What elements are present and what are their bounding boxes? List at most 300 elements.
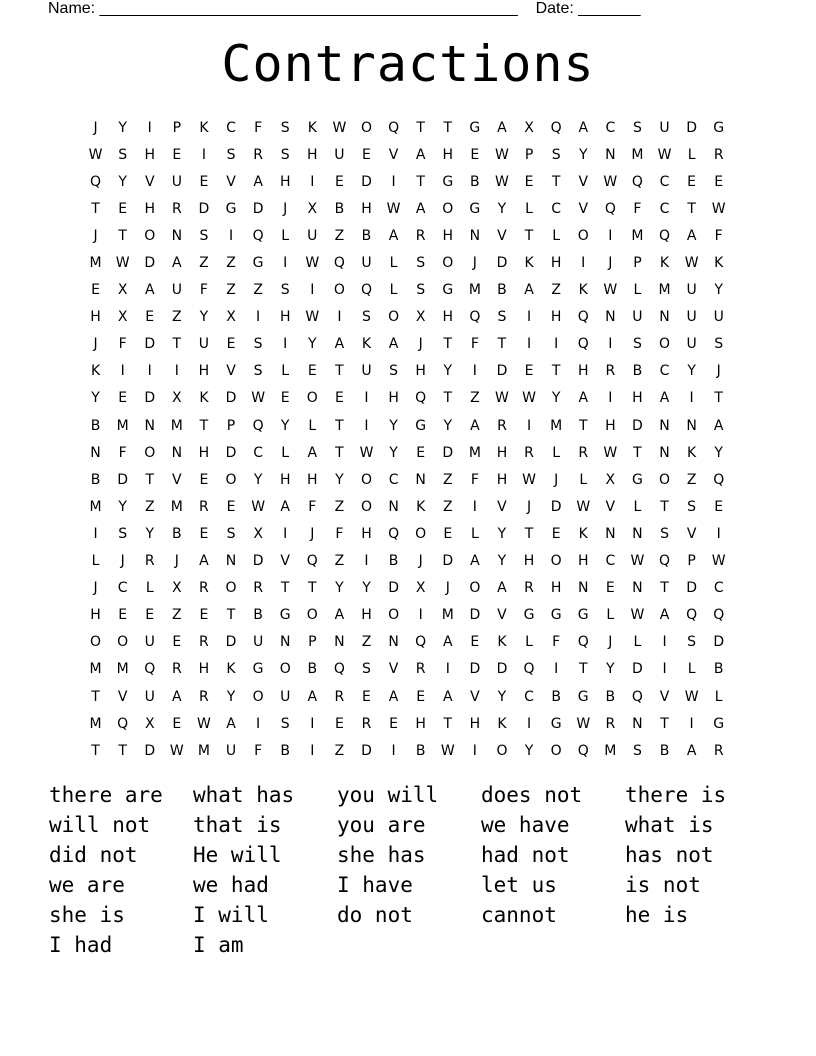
grid-letter: K xyxy=(199,119,209,136)
grid-letter: Y xyxy=(497,688,507,705)
grid-letter: T xyxy=(660,715,669,732)
grid-letter: W xyxy=(684,255,699,272)
grid-letter: H xyxy=(198,661,210,678)
grid-letter: Z xyxy=(334,742,345,759)
grid-letter: K xyxy=(416,498,426,515)
grid-letter: I xyxy=(364,553,369,570)
grid-letter: N xyxy=(225,553,237,570)
grid-letter: I xyxy=(147,119,152,136)
grid-letter: I xyxy=(364,417,369,434)
grid-letter: Z xyxy=(551,282,561,299)
grid-letter: B xyxy=(388,553,399,570)
grid-letter: E xyxy=(334,715,344,732)
grid-letter: B xyxy=(334,200,345,217)
grid-letter: F xyxy=(199,282,208,299)
grid-letter: Q xyxy=(686,607,698,624)
grid-letter: C xyxy=(226,119,236,136)
grid-letter: W xyxy=(440,742,455,759)
grid-letter: T xyxy=(91,742,100,759)
grid-letter: I xyxy=(418,607,423,624)
grid-letter: L xyxy=(579,471,588,488)
grid-letter: Y xyxy=(91,390,100,407)
grid-letter: E xyxy=(362,688,371,705)
word-list-item: you are xyxy=(337,813,426,837)
grid-letter: M xyxy=(89,498,102,515)
grid-letter: T xyxy=(633,444,642,461)
grid-letter: E xyxy=(605,580,615,597)
grid-letter: D xyxy=(225,444,237,461)
grid-letter: Y xyxy=(497,200,507,217)
grid-letter: I xyxy=(472,498,477,515)
grid-letter: R xyxy=(199,634,209,651)
grid-letter: G xyxy=(550,715,562,732)
grid-letter: T xyxy=(578,661,588,678)
grid-letter: H xyxy=(605,417,616,434)
word-list-item: she is xyxy=(49,903,125,927)
grid-letter: B xyxy=(90,417,101,434)
grid-letter: S xyxy=(253,363,263,380)
grid-letter: Y xyxy=(199,309,209,326)
grid-letter: W xyxy=(305,309,320,326)
grid-letter: S xyxy=(416,255,426,272)
grid-letter: H xyxy=(388,390,399,407)
grid-letter: W xyxy=(115,255,130,272)
grid-letter: W xyxy=(495,173,509,190)
grid-letter: R xyxy=(144,553,155,570)
grid-letter: I xyxy=(445,661,450,678)
grid-letter: J xyxy=(608,255,613,272)
grid-letter: Y xyxy=(524,742,534,759)
grid-letter: I xyxy=(526,336,532,353)
grid-letter: L xyxy=(552,227,561,244)
grid-letter: K xyxy=(524,255,534,272)
grid-letter: M xyxy=(550,417,563,434)
grid-letter: X xyxy=(172,390,182,407)
grid-letter: O xyxy=(659,336,671,353)
grid-letter: W xyxy=(495,390,509,407)
grid-letter: T xyxy=(687,200,696,217)
word-list-item: has not xyxy=(625,843,714,867)
grid-letter: U xyxy=(686,336,697,353)
grid-letter: N xyxy=(659,309,670,326)
grid-letter: T xyxy=(443,119,453,136)
grid-letter: N xyxy=(659,444,670,461)
grid-letter: D xyxy=(144,390,156,407)
grid-letter: O xyxy=(306,390,318,407)
grid-letter: Z xyxy=(172,309,182,326)
grid-letter: I xyxy=(228,227,234,244)
grid-letter: R xyxy=(361,715,372,732)
grid-letter: Z xyxy=(442,471,453,488)
grid-letter: I xyxy=(337,309,342,326)
grid-letter: G xyxy=(577,688,589,705)
grid-letter: L xyxy=(552,444,561,461)
grid-letter: I xyxy=(472,363,477,380)
grid-letter: H xyxy=(442,309,454,326)
word-list-item: had not xyxy=(481,843,570,867)
grid-letter: L xyxy=(633,634,642,651)
grid-letter: D xyxy=(496,363,508,380)
grid-letter: W xyxy=(603,282,618,299)
grid-letter: Z xyxy=(226,282,236,299)
grid-letter: O xyxy=(469,580,481,597)
word-list-item: let us xyxy=(481,873,557,897)
grid-letter: V xyxy=(226,363,236,380)
grid-letter: T xyxy=(199,417,209,434)
grid-letter: O xyxy=(388,607,400,624)
grid-letter: W xyxy=(630,607,645,624)
grid-letter: I xyxy=(554,661,559,678)
grid-letter: E xyxy=(199,607,209,624)
grid-letter: W xyxy=(576,715,591,732)
grid-letter: O xyxy=(225,580,237,597)
grid-letter: I xyxy=(608,227,613,244)
grid-letter: I xyxy=(716,525,721,542)
grid-letter: N xyxy=(90,444,101,461)
grid-letter: Y xyxy=(118,173,127,190)
grid-letter: W xyxy=(603,173,618,190)
grid-letter: H xyxy=(442,146,454,163)
grid-letter: U xyxy=(632,309,643,326)
grid-letter: G xyxy=(279,607,291,624)
grid-letter: B xyxy=(632,363,643,380)
grid-letter: H xyxy=(198,444,210,461)
grid-letter: Q xyxy=(415,390,427,407)
grid-letter: A xyxy=(280,498,290,515)
grid-letter: J xyxy=(418,553,423,570)
grid-letter: Q xyxy=(631,173,643,190)
grid-letter: S xyxy=(714,336,724,353)
grid-letter: B xyxy=(361,227,372,244)
grid-letter: J xyxy=(283,200,288,217)
grid-letter: A xyxy=(334,607,345,624)
grid-letter: M xyxy=(116,417,129,434)
grid-letter: R xyxy=(713,742,724,759)
grid-letter: X xyxy=(307,200,318,217)
grid-letter: U xyxy=(225,742,237,759)
grid-letter: D xyxy=(252,200,264,217)
grid-letter: Y xyxy=(118,119,127,136)
grid-letter: S xyxy=(118,525,128,542)
grid-letter: N xyxy=(686,417,697,434)
grid-letter: T xyxy=(416,119,425,136)
grid-letter: T xyxy=(497,336,507,353)
grid-letter: G xyxy=(577,607,589,624)
grid-letter: Q xyxy=(659,553,671,570)
grid-letter: L xyxy=(389,255,398,272)
word-list-item: do not xyxy=(337,903,413,927)
grid-letter: H xyxy=(550,580,562,597)
grid-letter: A xyxy=(686,742,697,759)
grid-letter: B xyxy=(172,525,182,542)
grid-letter: J xyxy=(93,119,98,136)
grid-letter: Y xyxy=(497,553,507,570)
grid-letter: M xyxy=(468,282,481,299)
grid-letter: E xyxy=(145,309,155,326)
grid-letter: Y xyxy=(280,417,290,434)
grid-letter: W xyxy=(251,498,266,515)
grid-letter: U xyxy=(659,119,670,136)
grid-letter: E xyxy=(199,471,209,488)
grid-letter: I xyxy=(147,363,152,380)
grid-letter: T xyxy=(226,607,236,624)
grid-letter: A xyxy=(659,607,670,624)
word-list-item: you will xyxy=(337,783,439,807)
grid-letter: J xyxy=(310,525,315,542)
grid-letter: R xyxy=(605,715,616,732)
grid-letter: F xyxy=(335,525,344,542)
grid-letter: O xyxy=(117,634,129,651)
grid-letter: H xyxy=(550,309,562,326)
grid-letter: I xyxy=(689,390,694,407)
grid-letter: L xyxy=(281,363,290,380)
grid-letter: H xyxy=(361,607,372,624)
grid-letter: T xyxy=(551,363,561,380)
grid-letter: T xyxy=(660,498,669,515)
grid-letter: T xyxy=(416,173,425,190)
grid-letter: U xyxy=(361,363,372,380)
grid-letter: M xyxy=(89,715,102,732)
grid-letter: E xyxy=(687,173,697,190)
grid-letter: U xyxy=(334,146,345,163)
grid-letter: D xyxy=(713,634,725,651)
grid-letter: Y xyxy=(714,444,723,461)
grid-letter: Y xyxy=(335,580,344,597)
grid-letter: Y xyxy=(145,525,155,542)
grid-letter: Y xyxy=(578,146,588,163)
grid-letter: Q xyxy=(415,634,427,651)
grid-letter: G xyxy=(469,119,481,136)
grid-letter: Y xyxy=(362,580,371,597)
grid-letter: E xyxy=(470,634,480,651)
grid-letter: A xyxy=(172,688,182,705)
grid-letter: X xyxy=(524,119,534,136)
grid-letter: Y xyxy=(551,390,561,407)
grid-letter: M xyxy=(116,661,129,678)
grid-letter: R xyxy=(415,661,426,678)
grid-letter: O xyxy=(415,525,427,542)
grid-letter: Z xyxy=(172,607,182,624)
grid-letter: G xyxy=(713,715,725,732)
grid-letter: Y xyxy=(118,498,127,515)
grid-letter: N xyxy=(144,417,155,434)
grid-letter: H xyxy=(496,471,508,488)
grid-letter: T xyxy=(118,742,127,759)
word-list-item: what has xyxy=(193,783,295,807)
grid-letter: H xyxy=(144,200,155,217)
grid-letter: X xyxy=(415,309,426,326)
grid-letter: E xyxy=(714,498,724,515)
grid-letter: V xyxy=(144,173,155,190)
grid-letter: I xyxy=(608,390,613,407)
grid-letter: N xyxy=(469,227,481,244)
grid-letter: G xyxy=(252,661,264,678)
grid-letter: A xyxy=(334,336,345,353)
grid-letter: Y xyxy=(687,363,696,380)
word-list-item: does not xyxy=(481,783,583,807)
grid-letter: M xyxy=(89,255,102,272)
grid-letter: Y xyxy=(335,471,344,488)
grid-letter: E xyxy=(172,715,182,732)
grid-letter: O xyxy=(496,742,508,759)
grid-letter: D xyxy=(198,200,210,217)
grid-letter: I xyxy=(581,255,586,272)
grid-letter: A xyxy=(442,688,453,705)
grid-letter: Y xyxy=(389,417,398,434)
grid-letter: D xyxy=(442,553,454,570)
grid-letter: M xyxy=(658,282,671,299)
grid-letter: F xyxy=(470,336,479,353)
grid-letter: R xyxy=(524,444,534,461)
grid-letter: I xyxy=(256,715,261,732)
grid-letter: W xyxy=(169,742,184,759)
grid-letter: J xyxy=(174,553,179,570)
grid-letter: A xyxy=(307,688,318,705)
grid-letter: C xyxy=(388,471,399,488)
word-list-item: is not xyxy=(625,873,701,897)
grid-letter: W xyxy=(359,444,374,461)
grid-letter: K xyxy=(361,336,372,353)
grid-letter: V xyxy=(280,553,290,570)
grid-letter: Z xyxy=(442,498,453,515)
grid-letter: Q xyxy=(252,417,264,434)
grid-letter: R xyxy=(199,580,209,597)
grid-letter: G xyxy=(469,200,481,217)
grid-letter: B xyxy=(470,173,480,190)
grid-letter: B xyxy=(307,661,318,678)
grid-letter: I xyxy=(662,634,667,651)
grid-letter: Y xyxy=(308,336,317,353)
grid-letter: I xyxy=(662,661,667,678)
grid-letter: F xyxy=(254,742,263,759)
grid-letter: A xyxy=(144,282,155,299)
grid-letter: E xyxy=(199,525,209,542)
grid-letter: W xyxy=(386,200,401,217)
grid-letter: Q xyxy=(577,634,589,651)
grid-letter: M xyxy=(468,444,481,461)
grid-letter: D xyxy=(686,580,697,597)
word-list-item: will not xyxy=(49,813,151,837)
grid-letter: W xyxy=(495,146,509,163)
grid-letter: L xyxy=(281,227,290,244)
grid-letter: I xyxy=(689,715,694,732)
grid-letter: E xyxy=(118,390,128,407)
grid-letter: O xyxy=(360,498,372,515)
grid-letter: Q xyxy=(577,309,589,326)
grid-letter: U xyxy=(686,309,697,326)
grid-letter: V xyxy=(497,227,507,244)
grid-letter: E xyxy=(714,173,724,190)
grid-letter: L xyxy=(389,282,398,299)
grid-letter: Z xyxy=(334,227,345,244)
grid-letter: E xyxy=(416,444,426,461)
grid-letter: L xyxy=(91,553,100,570)
grid-letter: Y xyxy=(714,282,723,299)
grid-letter: Q xyxy=(550,119,562,136)
grid-letter: U xyxy=(144,634,155,651)
grid-letter: R xyxy=(199,688,209,705)
grid-letter: H xyxy=(469,715,481,732)
grid-letter: N xyxy=(388,634,399,651)
grid-letter: L xyxy=(525,634,533,651)
grid-letter: Q xyxy=(713,471,725,488)
grid-letter: O xyxy=(442,200,454,217)
grid-letter: Q xyxy=(252,227,264,244)
grid-letter: Z xyxy=(253,282,263,299)
grid-letter: E xyxy=(334,173,344,190)
grid-letter: N xyxy=(171,227,183,244)
grid-letter: T xyxy=(714,390,723,407)
word-list-item: we are xyxy=(49,873,125,897)
grid-letter: L xyxy=(470,525,479,542)
grid-letter: S xyxy=(389,363,399,380)
grid-letter: W xyxy=(305,255,320,272)
grid-letter: Z xyxy=(470,390,480,407)
grid-letter: S xyxy=(118,146,128,163)
grid-letter: O xyxy=(144,444,156,461)
grid-letter: D xyxy=(252,553,264,570)
grid-letter: R xyxy=(253,146,263,163)
grid-letter: C xyxy=(713,580,724,597)
grid-letter: Z xyxy=(361,634,372,651)
grid-letter: E xyxy=(145,607,155,624)
grid-letter: R xyxy=(524,580,534,597)
grid-letter: P xyxy=(524,146,534,163)
word-list-item: what is xyxy=(625,813,714,837)
grid-letter: X xyxy=(172,580,182,597)
grid-letter: N xyxy=(659,417,670,434)
grid-letter: E xyxy=(551,525,561,542)
grid-letter: G xyxy=(442,282,454,299)
grid-letter: P xyxy=(687,553,696,570)
grid-letter: K xyxy=(578,282,588,299)
grid-letter: T xyxy=(524,525,534,542)
grid-letter: X xyxy=(117,309,128,326)
grid-letter: G xyxy=(550,607,562,624)
word-list-item: there is xyxy=(625,783,727,807)
grid-letter: I xyxy=(364,390,369,407)
grid-letter: K xyxy=(578,525,588,542)
grid-letter: A xyxy=(659,390,670,407)
grid-letter: E xyxy=(443,525,453,542)
grid-letter: A xyxy=(388,688,399,705)
grid-letter: T xyxy=(551,173,561,190)
grid-letter: A xyxy=(172,255,182,272)
grid-letter: S xyxy=(632,119,642,136)
grid-letter: W xyxy=(251,390,266,407)
grid-letter: D xyxy=(550,498,562,515)
grid-letter: S xyxy=(687,634,697,651)
grid-letter: W xyxy=(657,146,672,163)
grid-letter: I xyxy=(526,309,532,326)
grid-letter: X xyxy=(605,471,616,488)
grid-letter: Y xyxy=(253,471,263,488)
grid-letter: J xyxy=(120,553,125,570)
grid-letter: S xyxy=(660,525,669,542)
grid-letter: G xyxy=(631,471,643,488)
grid-letter: Q xyxy=(388,119,400,136)
grid-letter: B xyxy=(713,661,724,678)
grid-letter: N xyxy=(415,471,426,488)
grid-letter: X xyxy=(226,309,236,326)
grid-letter: R xyxy=(253,580,263,597)
grid-letter: O xyxy=(279,661,291,678)
grid-letter: D xyxy=(117,471,129,488)
grid-letter: P xyxy=(633,255,642,272)
grid-letter: S xyxy=(497,309,507,326)
grid-letter: U xyxy=(144,688,155,705)
grid-letter: W xyxy=(630,553,645,570)
